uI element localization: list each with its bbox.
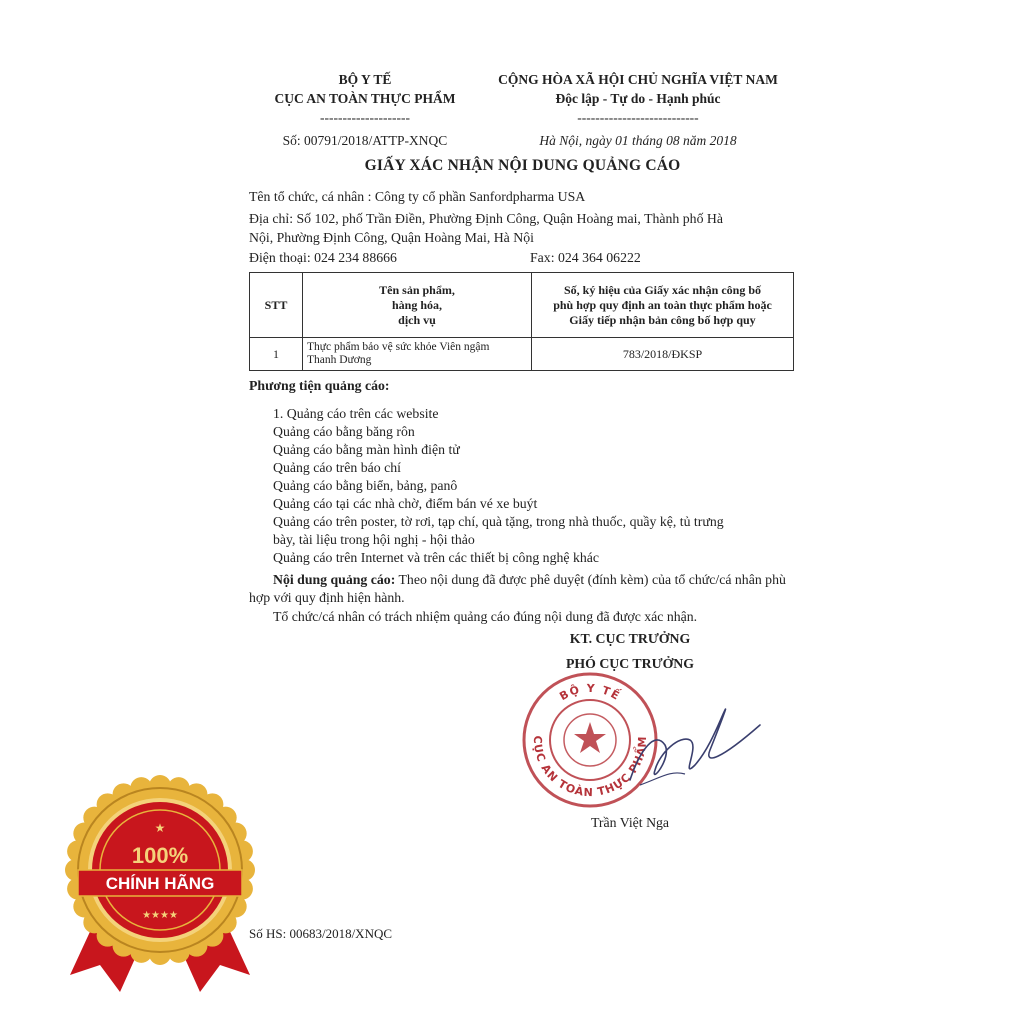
seal-percent: 100% [131, 843, 189, 868]
republic-name: CỘNG HÒA XÃ HỘI CHỦ NGHĨA VIỆT NAM [498, 72, 778, 87]
document-title: GIẤY XÁC NHẬN NỘI DUNG QUẢNG CÁO [364, 157, 681, 174]
national-motto: Độc lập - Tự do - Hạnh phúc [555, 91, 721, 106]
row-name-line: Thực phẩm bảo vệ sức khỏe Viên ngậm [307, 341, 490, 353]
signer-name: Trần Việt Nga [590, 815, 670, 830]
header-stt: STT [250, 273, 303, 338]
list-item: Quảng cáo trên poster, tờ rơi, tạp chí, quà tặng, trong nhà thuốc, quầy kệ, tủ trưng [273, 514, 724, 529]
stars-icon: ★★★★ [142, 910, 178, 921]
left-separator: -------------------- [320, 110, 410, 125]
signature-title-1: KT. CỤC TRƯỞNG [569, 631, 691, 646]
stamp-top-text: BỘ Y TẾ [557, 681, 623, 704]
list-item: Quảng cáo trên Internet và trên các thiết bị công nghệ khác [273, 550, 599, 565]
product-table [249, 272, 794, 371]
document-number: Số: 00791/2018/ATTP-XNQC [282, 133, 448, 148]
responsibility-text: Tổ chức/cá nhân có trách nhiệm quảng cáo đúng nội dung đã được xác nhận. [273, 609, 698, 624]
org-phone: Điện thoại: 024 234 88666 [249, 250, 397, 265]
content-label: Nội dung quảng cáo: [273, 572, 396, 587]
handwritten-signature [600, 690, 770, 800]
header-product-name [303, 273, 532, 338]
header-cert-line: Giấy tiếp nhận bản công bố hợp quy [569, 312, 756, 327]
list-item: bày, tài liệu trong hội nghị - hội thảo [273, 532, 475, 547]
org-fax: Fax: 024 364 06222 [530, 250, 641, 265]
header-cert-line: phù hợp quy định an toàn thực phẩm hoặc [553, 297, 772, 312]
stamp-ring-text: CỤC AN TOÀN THỰC PHẨM [530, 735, 650, 800]
org-name: Tên tổ chức, cá nhân : Công ty cổ phần Sanfordpharma USA [249, 189, 586, 204]
row-stt: 1 [250, 338, 303, 371]
table-header-row [250, 273, 794, 338]
content-text: Theo nội dung đã được phê duyệt (đính kèm) của tổ chức/cá nhân phù hợp với quy định hiện hành. [249, 572, 786, 605]
right-separator: --------------------------- [577, 110, 699, 125]
signature-title-2: PHÓ CỤC TRƯỞNG [565, 656, 694, 671]
seal-label: CHÍNH HÃNG [105, 874, 215, 893]
row-name-line: Thanh Dương [307, 354, 372, 366]
national-header-block [478, 70, 798, 150]
table-row [250, 338, 794, 371]
list-item: Quảng cáo bằng màn hình điện tử [273, 442, 460, 457]
place-date: Hà Nội, ngày 01 tháng 08 năm 2018 [539, 133, 737, 148]
star-icon: ★ [154, 821, 166, 835]
hs-number: Số HS: 00683/2018/XNQC [249, 926, 393, 941]
org-address-line1: Địa chỉ: Số 102, phố Trần Điền, Phường Định Công, Quận Hoàng mai, Thành phố Hà [249, 211, 724, 226]
list-item: Quảng cáo trên báo chí [273, 460, 401, 475]
header-cert-line: Số, ký hiệu của Giấy xác nhận công bố [563, 282, 762, 297]
content-paragraph [249, 571, 794, 607]
header-certificate [532, 273, 794, 338]
issuer-block [250, 70, 480, 150]
list-item: Quảng cáo tại các nhà chờ, điểm bán vé xe buýt [273, 496, 538, 511]
department-name: CỤC AN TOÀN THỰC PHẨM [274, 91, 456, 106]
ministry-name: BỘ Y TẾ [338, 72, 392, 87]
list-item: Quảng cáo bằng biển, bảng, panô [273, 478, 458, 493]
media-title: Phương tiện quảng cáo: [249, 378, 390, 393]
header-name-line: dịch vụ [398, 312, 436, 327]
header-name-line: Tên sản phẩm, [379, 282, 455, 297]
media-list [273, 405, 793, 567]
list-item: Quảng cáo bằng băng rôn [273, 424, 415, 439]
row-product-name [303, 338, 532, 371]
header-name-line: hàng hóa, [391, 297, 443, 312]
row-certificate: 783/2018/ĐKSP [532, 338, 794, 371]
list-item: 1. Quảng cáo trên các website [273, 406, 439, 421]
genuine-seal-badge [40, 760, 280, 1000]
org-address-line2: Nội, Phường Định Công, Quận Hoàng Mai, Hà Nội [249, 230, 534, 245]
